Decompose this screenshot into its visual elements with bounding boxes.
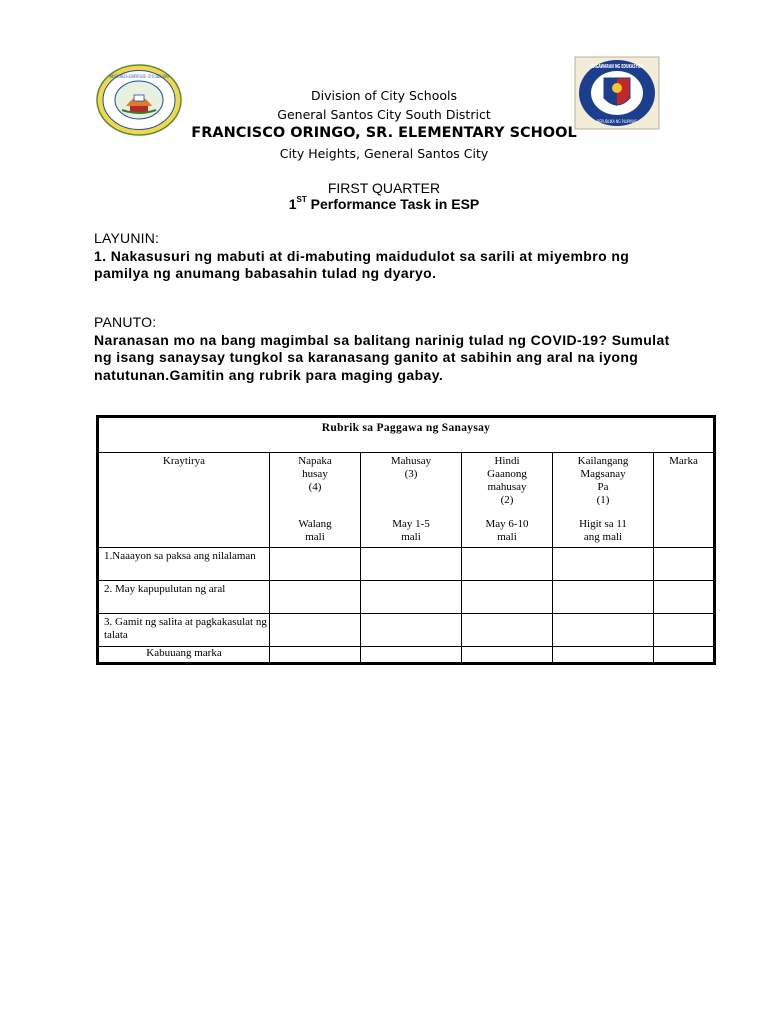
- table-row: [98, 581, 715, 614]
- panuto-text: Naranasan mo na bang magimbal sa balitang narinig tulad ng COVID-19? Sumulat ng isang sanaysay tungkol sa karanasang ganito at sabihin ang aral na iyong natutunan.Gamitin ang rubrik para maging gabay.: [94, 331, 670, 383]
- panuto-section: [94, 314, 674, 384]
- svg-text:REPUBLIKA NG PILIPINAS: REPUBLIKA NG PILIPINAS: [597, 119, 638, 124]
- division-line: Division of City Schools: [310, 88, 457, 103]
- task-number: 1: [288, 196, 297, 212]
- layunin-heading: LAYUNIN:: [94, 230, 160, 246]
- criteria-cell: 3. Gamit ng salita at pagkakasulat ng talata: [98, 614, 270, 647]
- level-header-3: Mahusay (3) May 1-5 mali: [361, 453, 462, 548]
- level-header-2: Hindi Gaanong mahusay (2) May 6-10 mali: [462, 453, 553, 548]
- score-cell: [270, 581, 361, 614]
- score-cell: [361, 581, 462, 614]
- task-title-text: Performance Task in ESP: [306, 196, 480, 212]
- score-cell: [361, 614, 462, 647]
- total-row: [98, 647, 715, 664]
- school-name: FRANCISCO ORINGO, SR. ELEMENTARY SCHOOL: [191, 125, 577, 141]
- layunin-section: [94, 230, 674, 283]
- rubric-title: Rubrik sa Paggawa ng Sanaysay: [98, 417, 715, 453]
- score-cell: [553, 647, 654, 664]
- panuto-heading: PANUTO:: [94, 314, 157, 330]
- score-cell: [553, 614, 654, 647]
- school-address: City Heights, General Santos City: [279, 146, 489, 161]
- district-line: General Santos City South District: [277, 107, 491, 122]
- total-label: Kabuuang marka: [98, 647, 270, 664]
- score-header: Marka: [654, 453, 715, 548]
- criteria-cell: 1.Naaayon sa paksa ang nilalaman: [98, 548, 270, 581]
- svg-text:FRANCISCO ORINGO SR. ELEMENTAR: FRANCISCO ORINGO SR. ELEMENTARY SCHOOL • CITY OF GENERAL SANTOS: [109, 75, 281, 80]
- score-cell: [270, 614, 361, 647]
- table-row: [98, 614, 715, 647]
- score-cell: [654, 647, 715, 664]
- score-cell: [462, 614, 553, 647]
- rubric-table: [96, 415, 716, 665]
- table-row: [98, 548, 715, 581]
- criteria-cell: 2. May kapupulutan ng aral: [98, 581, 270, 614]
- layunin-text: 1. Nakasusuri ng mabuti at di-mabuting maidudulot sa sarili at miyembro ng pamilya ng anumang babasahin tulad ng dyaryo.: [94, 247, 630, 281]
- score-cell: [462, 647, 553, 664]
- quarter-title: FIRST QUARTER: [327, 180, 441, 196]
- score-cell: [270, 548, 361, 581]
- score-cell: [654, 581, 715, 614]
- score-cell: [654, 548, 715, 581]
- score-cell: [553, 581, 654, 614]
- task-title: [0, 196, 768, 212]
- criteria-header: Kraytirya: [98, 453, 270, 548]
- score-cell: [462, 548, 553, 581]
- score-cell: [654, 614, 715, 647]
- level-header-4: Napaka husay (4) Walang mali: [270, 453, 361, 548]
- score-cell: [361, 647, 462, 664]
- level-header-1: Kailangang Magsanay Pa (1) Higit sa 11 ang mali: [553, 453, 654, 548]
- svg-text:KAGAWARAN NG EDUKASYON: KAGAWARAN NG EDUKASYON: [591, 64, 644, 70]
- task-number-suffix: ST: [296, 195, 307, 204]
- score-cell: [553, 548, 654, 581]
- score-cell: [270, 647, 361, 664]
- score-cell: [462, 581, 553, 614]
- score-cell: [361, 548, 462, 581]
